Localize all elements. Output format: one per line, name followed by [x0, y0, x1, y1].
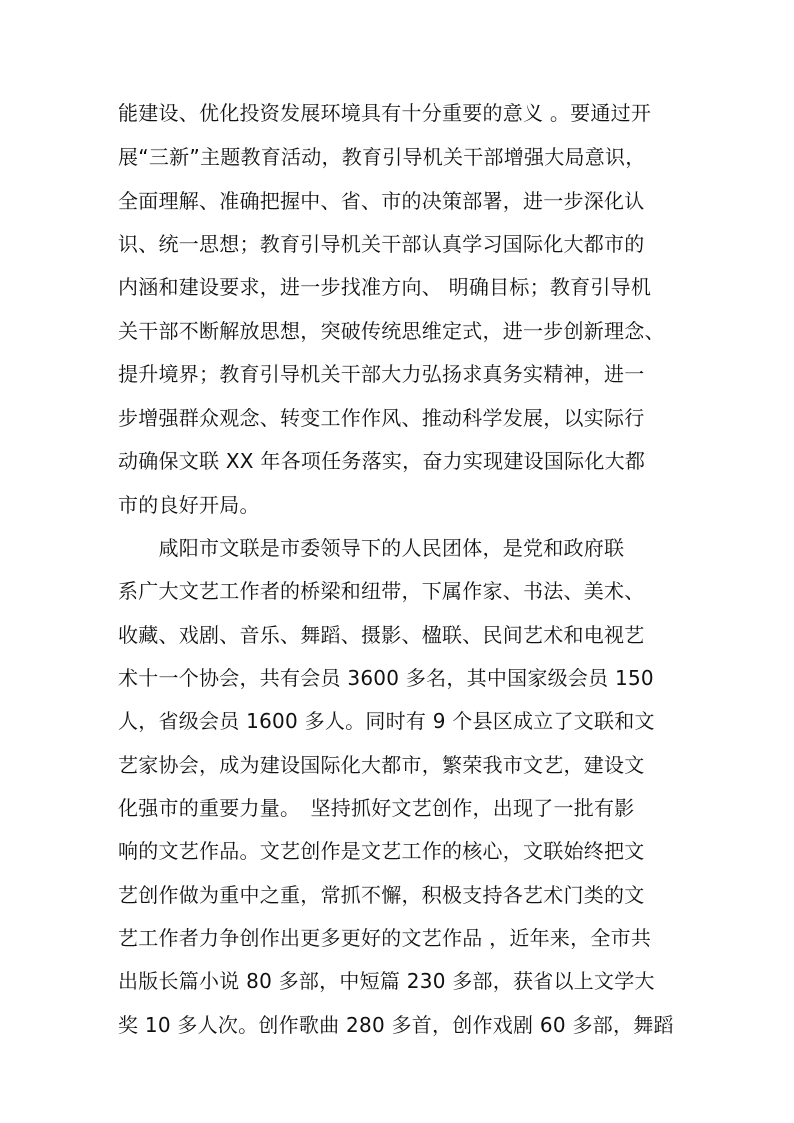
text-line: 全面理解、准确把握中、省、市的决策部署，进一步深化认: [118, 189, 645, 213]
text-line: 识、统一思想；教育引导机关干部认真学习国际化大都市的: [118, 232, 645, 256]
text-line: 提升境界；教育引导机关干部大力弘扬求真务实精神，进一: [118, 362, 645, 386]
text-line: 响的文艺作品。文艺创作是文艺工作的核心，文联始终把文: [118, 839, 645, 863]
text-line: 奖 10 多人次。创作歌曲 280 多首，创作戏剧 60 多部，舞蹈: [118, 1013, 674, 1037]
text-line: 关干部不断解放思想，突破传统思维定式，进一步创新理念、: [118, 319, 665, 343]
text-line: 内涵和建设要求，进一步找准方向、 明确目标；教育引导机: [118, 275, 652, 299]
text-line: 化强市的重要力量。 坚持抓好文艺创作，出现了一批有影: [118, 796, 635, 820]
text-line: 展“三新”主题教育活动，教育引导机关干部增强大局意识，: [118, 145, 646, 169]
text-line: 系广大文艺工作者的桥梁和纽带，下属作家、书法、美术、: [118, 579, 645, 603]
text-line: 术十一个协会，共有会员 3600 多名，其中国家级会员 150: [118, 666, 654, 690]
text-line: 市的良好开局。: [118, 493, 260, 517]
text-line: 人，省级会员 1600 多人。同时有 9 个县区成立了文联和文: [118, 709, 655, 733]
text-line: 动确保文联 XX 年各项任务落实，奋力实现建设国际化大都: [118, 449, 646, 473]
text-line: 艺工作者力争创作出更多更好的文艺作品 ，近年来，全市共: [118, 926, 652, 950]
text-line: 艺创作做为重中之重，常抓不懈，积极支持各艺术门类的文: [118, 883, 645, 907]
text-line: 咸阳市文联是市委领导下的人民团体，是党和政府联: [118, 536, 625, 560]
text-line: 出版长篇小说 80 多部，中短篇 230 多部，获省以上文学大: [118, 969, 655, 993]
text-line: 能建设、优化投资发展环境具有十分重要的意义 。要通过开: [118, 101, 652, 125]
text-line: 收藏、戏剧、音乐、舞蹈、摄影、楹联、民间艺术和电视艺: [118, 623, 645, 647]
text-line: 步增强群众观念、转变工作作风、推动科学发展，以实际行: [118, 406, 645, 430]
text-line: 艺家协会，成为建设国际化大都市，繁荣我市文艺，建设文: [118, 753, 645, 777]
